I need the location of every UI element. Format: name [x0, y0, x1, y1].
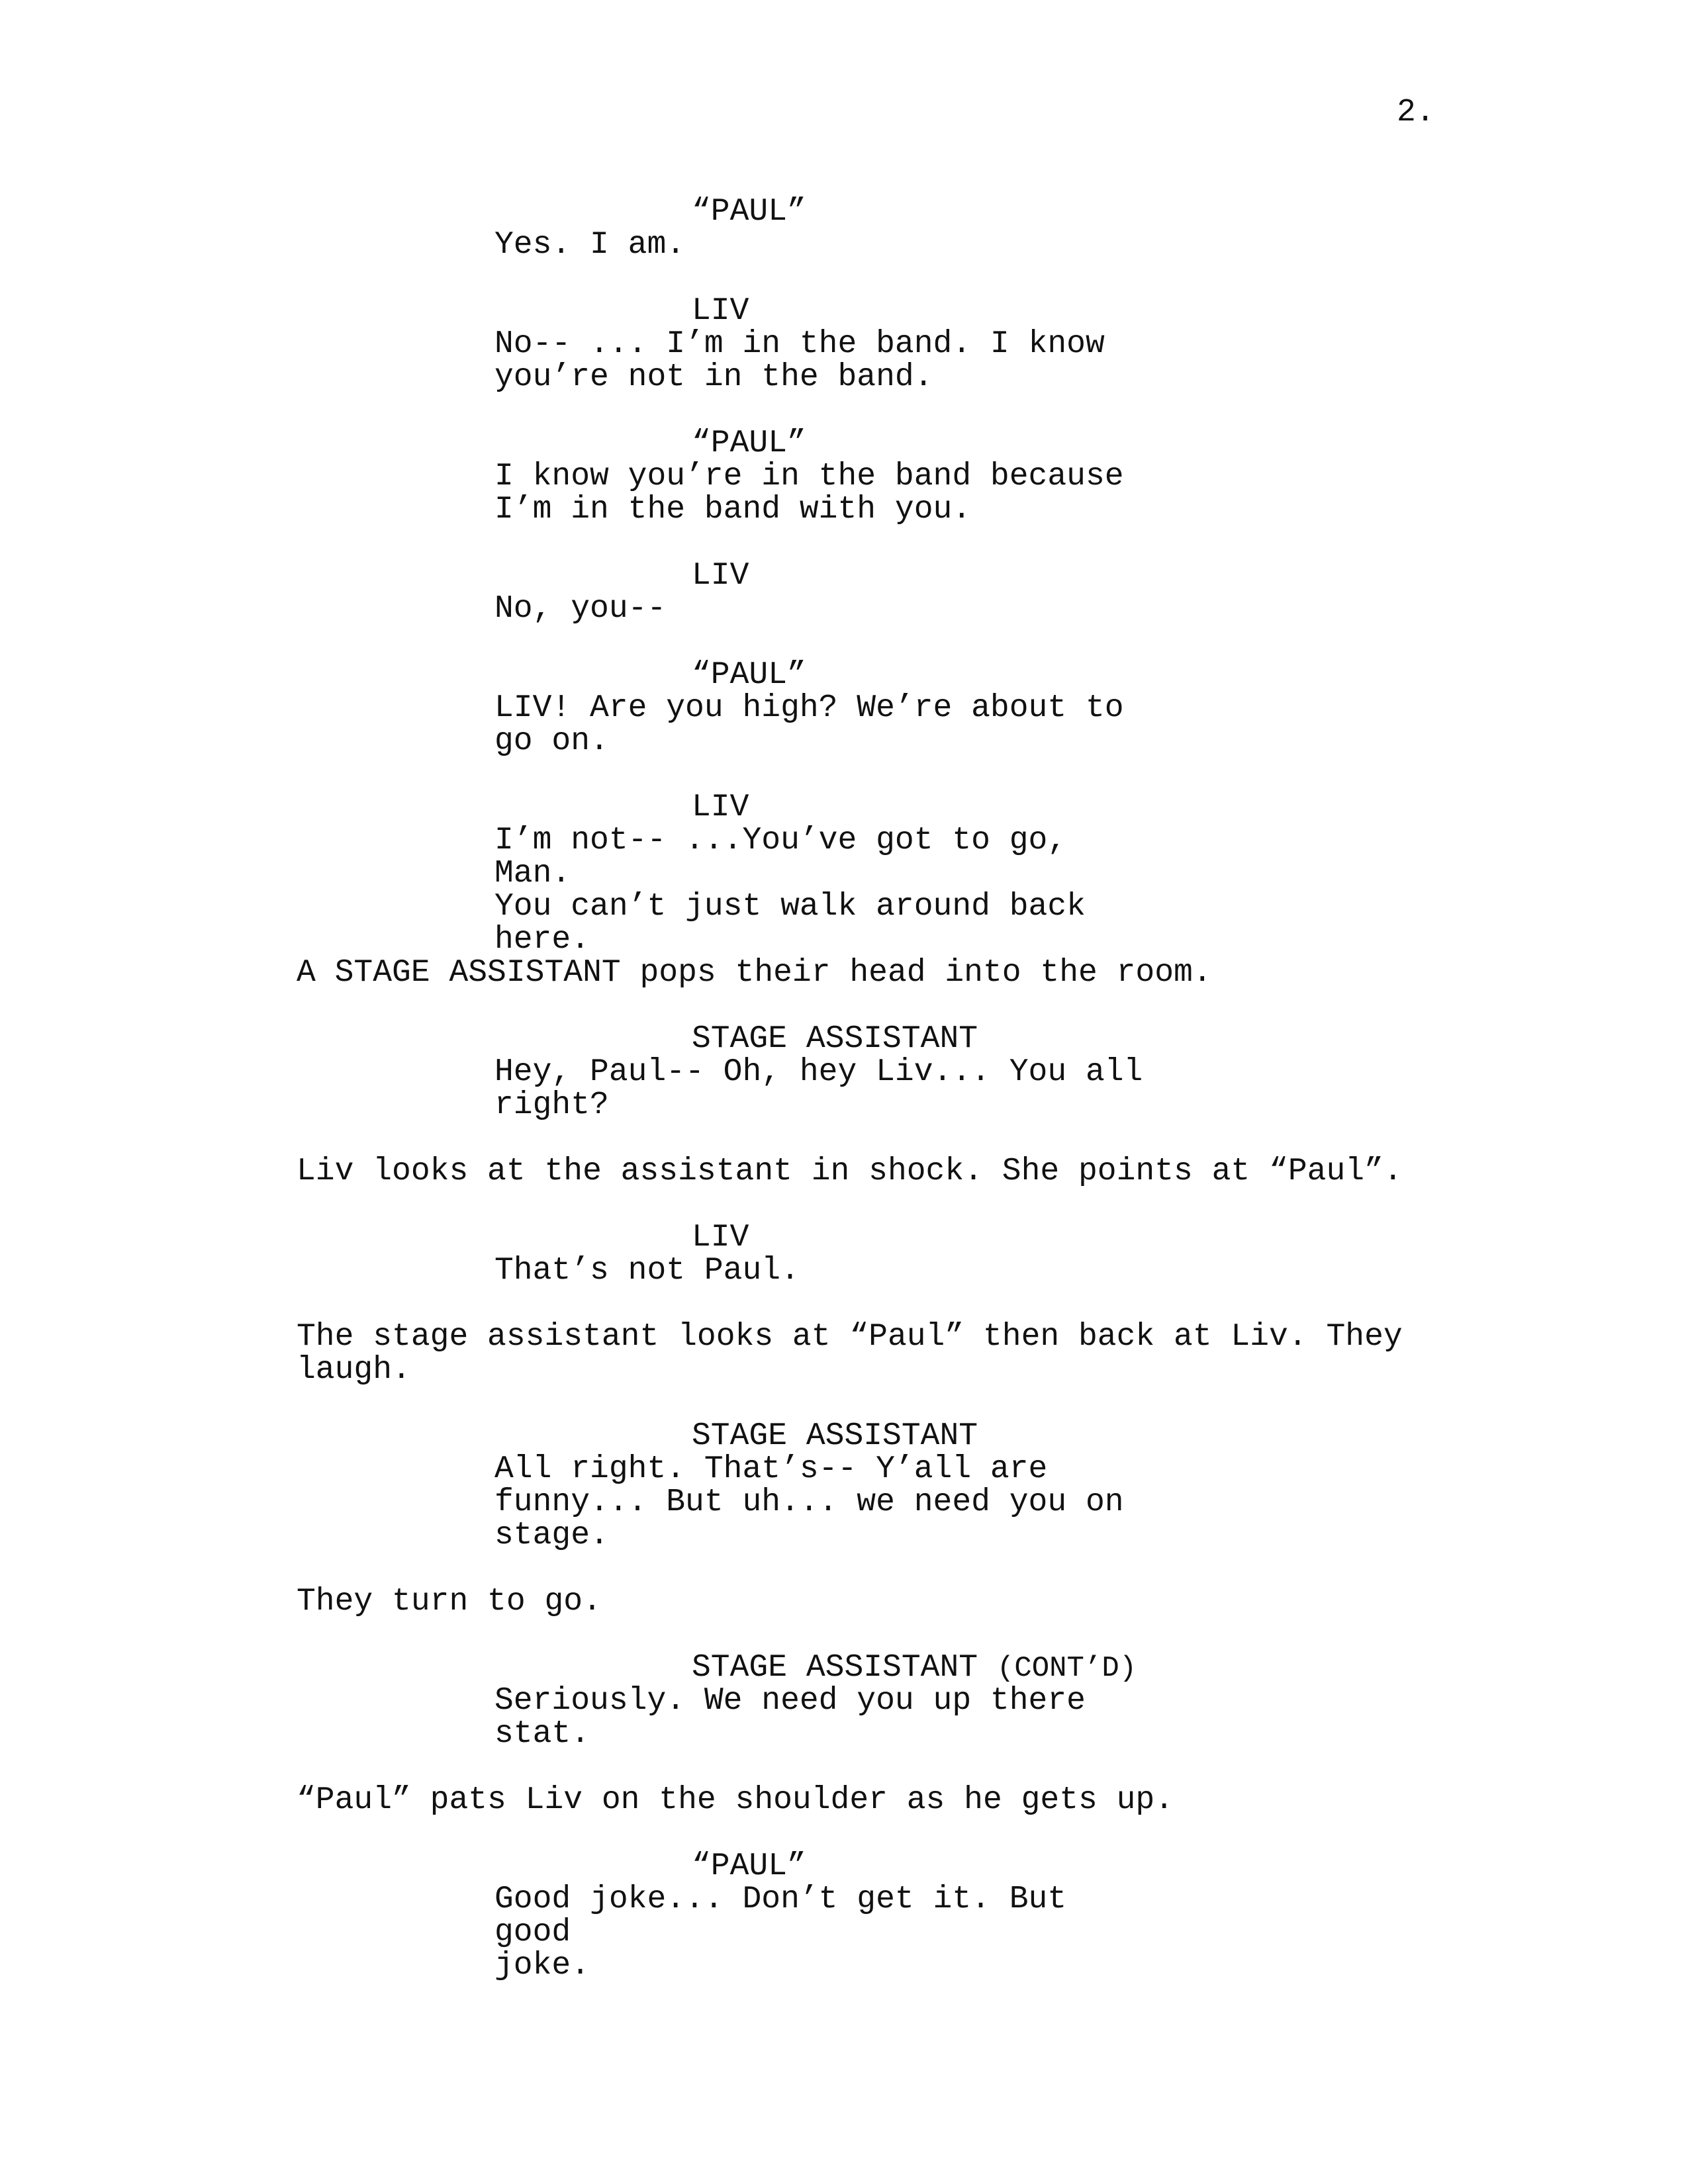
action-line: The stage assistant looks at “Paul” then back at Liv. They laugh.	[297, 1319, 1403, 1388]
character-cue: “PAUL”	[692, 194, 806, 230]
character-extension: (CONT’D)	[996, 1652, 1137, 1685]
dialogue: That’s not Paul.	[494, 1253, 800, 1289]
character-name: STAGE ASSISTANT	[692, 1650, 978, 1686]
character-cue: “PAUL”	[692, 657, 806, 693]
character-cue: STAGE ASSISTANT	[692, 1021, 978, 1057]
action-line: “Paul” pats Liv on the shoulder as he gets up.	[297, 1782, 1174, 1818]
character-cue: LIV	[692, 293, 749, 329]
action-line: A STAGE ASSISTANT pops their head into the room.	[297, 955, 1212, 991]
dialogue: Hey, Paul-- Oh, hey Liv... You all right?	[494, 1054, 1143, 1123]
dialogue: Good joke... Don’t get it. But good joke.	[494, 1882, 1067, 1983]
action-line: Liv looks at the assistant in shock. She points at “Paul”.	[297, 1154, 1403, 1189]
character-cue	[692, 1651, 1137, 1685]
character-cue: “PAUL”	[692, 426, 806, 461]
character-cue: LIV	[692, 558, 749, 594]
character-cue: LIV	[692, 1220, 749, 1255]
action-line: They turn to go.	[297, 1584, 602, 1619]
character-cue: “PAUL”	[692, 1848, 806, 1884]
dialogue: Yes. I am.	[494, 227, 686, 263]
dialogue: Seriously. We need you up there stat.	[494, 1683, 1086, 1752]
dialogue: I’m not-- ...You’ve got to go, Man. You can’t just walk around back here.	[494, 823, 1086, 958]
dialogue: No, you--	[494, 591, 667, 627]
dialogue: LIV! Are you high? We’re about to go on.	[494, 690, 1124, 759]
character-cue: LIV	[692, 790, 749, 825]
dialogue: I know you’re in the band because I’m in the band with you.	[494, 459, 1124, 527]
dialogue: All right. That’s-- Y’all are funny... But uh... we need you on stage.	[494, 1451, 1124, 1553]
page-number: 2.	[1397, 95, 1435, 130]
dialogue: No-- ... I’m in the band. I know you’re not in the band.	[494, 326, 1105, 395]
character-cue: STAGE ASSISTANT	[692, 1418, 978, 1454]
